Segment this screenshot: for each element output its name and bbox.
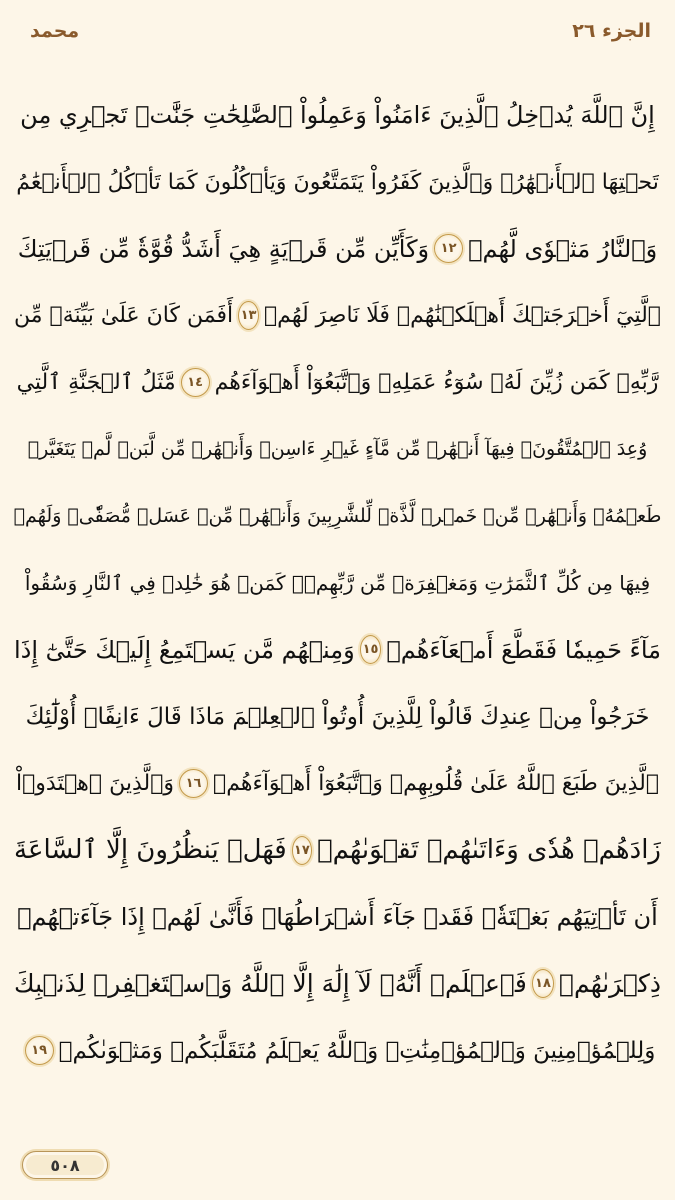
verse-text: فَٱعۡلَمۡ أَنَّهُۥ لَآ إِلَٰهَ إِلَّا ٱللَّهُ وَٱسۡتَغۡفِرۡ لِذَنۢبِكَ: [14, 969, 527, 999]
verse-line: [14, 750, 661, 817]
page-number-frame: [22, 1151, 108, 1179]
verse-text: خَرَجُواْ مِنۡ عِندِكَ قَالُواْ لِلَّذِينَ أُوتُواْ ٱلۡعِلۡمَ مَاذَا قَالَ ءَانِفًاۚ أُوْلَٰٓئِكَ: [25, 703, 650, 730]
verse-line: [14, 149, 661, 216]
verse-line: [14, 616, 661, 683]
verse-text: تَحۡتِهَا ٱلۡأَنۡهَٰرُۖ وَٱلَّذِينَ كَفَرُواْ يَتَمَتَّعُونَ وَيَأۡكُلُونَ كَمَا تَأۡكُلُ ٱلۡأَنۡعَٰمُ: [16, 169, 659, 195]
verse-line: [14, 216, 661, 283]
verse-line: [14, 82, 661, 149]
verse-text: وَكَأَيِّن مِّن قَرۡيَةٍ هِيَ أَشَدُّ قُوَّةٗ مِّن قَرۡيَتِكَ: [17, 234, 430, 263]
verse-text: أَفَمَن كَانَ عَلَىٰ بَيِّنَةٖ مِّن: [14, 303, 234, 329]
ayah-number-marker: ١٤: [181, 368, 210, 397]
verse-text: إِنَّ ٱللَّهَ يُدۡخِلُ ٱلَّذِينَ ءَامَنُواْ وَعَمِلُواْ ٱلصَّٰلِحَٰتِ جَنَّٰتٖ تَجۡرِي مِن: [20, 101, 655, 130]
ayah-number-marker: ١٨: [532, 969, 554, 998]
verse-line: [14, 483, 661, 550]
ayah-number-marker: ١٥: [360, 635, 382, 664]
verse-line: [14, 550, 661, 617]
verse-text: ٱلَّتِيٓ أَخۡرَجَتۡكَ أَهۡلَكۡنَٰهُمۡ فَلَا نَاصِرَ لَهُمۡ: [263, 303, 661, 329]
surah-name: محمد: [30, 20, 80, 42]
verse-line: [14, 349, 661, 416]
verse-line: [14, 817, 661, 884]
verse-line: [14, 683, 661, 750]
verse-text: وَٱلَّذِينَ ٱهۡتَدَوۡاْ: [15, 770, 175, 796]
ayah-number-marker: ١٩: [25, 1036, 54, 1065]
verse-text: وَٱلنَّارُ مَثۡوٗى لَّهُمۡ: [468, 234, 658, 263]
verse-text: فَهَلۡ يَنظُرُونَ إِلَّا ٱلسَّاعَةَ: [14, 835, 287, 866]
verse-text: مَّثَلُ ٱلۡجَنَّةِ ٱلَّتِي: [16, 370, 176, 396]
page-footer: [22, 1150, 108, 1180]
verse-text: ٱلَّذِينَ طَبَعَ ٱللَّهُ عَلَىٰ قُلُوبِهِمۡ وَٱتَّبَعُوٓاْ أَهۡوَآءَهُمۡ: [213, 770, 660, 796]
ayah-number-marker: ١٧: [292, 836, 312, 865]
page-header: [30, 14, 651, 48]
ayah-number-marker: ١٢: [434, 234, 463, 263]
verse-text: وَمِنۡهُم مَّن يَسۡتَمِعُ إِلَيۡكَ حَتَّىٰٓ إِذَا: [14, 635, 355, 664]
verse-text: أَن تَأۡتِيَهُم بَغۡتَةٗۖ فَقَدۡ جَآءَ أَشۡرَاطُهَاۚ فَأَنَّىٰ لَهُمۡ إِذَا جَآءَتۡهُمۡ: [17, 902, 658, 931]
verse-line: [14, 884, 661, 951]
verse-text: وَلِلۡمُؤۡمِنِينَ وَٱلۡمُؤۡمِنَٰتِۗ وَٱللَّهُ يَعۡلَمُ مُتَقَلَّبَكُمۡ وَمَثۡوَىٰكُمۡ: [58, 1037, 656, 1064]
verse-text: طَعۡمُهُۥ وَأَنۡهَٰرٞ مِّنۡ خَمۡرٖ لَّذَّةٖ لِّلشَّٰرِبِينَ وَأَنۡهَٰرٞ مِّنۡ عَسَلٖ مُّصَفّٗىۖ وَلَهُمۡ: [14, 505, 661, 528]
page-number: ٥٠٨: [50, 1155, 80, 1175]
verse-text: رَّبِّهِۦ كَمَن زُيِّنَ لَهُۥ سُوٓءُ عَمَلِهِۦ وَٱتَّبَعُوٓاْ أَهۡوَآءَهُم: [214, 370, 659, 396]
quran-text: [14, 82, 661, 1084]
juz-label: الجزء ٢٦: [572, 20, 651, 42]
verse-line: [14, 416, 661, 483]
verse-text: زَادَهُمۡ هُدٗى وَءَاتَىٰهُمۡ تَقۡوَىٰهُمۡ: [316, 835, 661, 866]
verse-text: ذِكۡرَىٰهُمۡ: [559, 969, 661, 999]
verse-line: [14, 282, 661, 349]
ayah-number-marker: ١٣: [238, 301, 259, 330]
verse-text: مَآءً حَمِيمٗا فَقَطَّعَ أَمۡعَآءَهُمۡ: [386, 635, 661, 664]
verse-text: فِيهَا مِن كُلِّ ٱلثَّمَرَٰتِ وَمَغۡفِرَةٞ مِّن رَّبِّهِمۡۖ كَمَنۡ هُوَ خَٰلِدٞ فِي ٱلنَّارِ وَسُقُواْ: [24, 570, 651, 595]
ayah-number-marker: ١٦: [179, 769, 208, 798]
verse-line: [14, 950, 661, 1017]
verse-text: وُعِدَ ٱلۡمُتَّقُونَۖ فِيهَآ أَنۡهَٰرٞ مِّن مَّآءٍ غَيۡرِ ءَاسِنٖ وَأَنۡهَٰرٞ مِّن لَّبَنٖ لَّمۡ يَتَغَيَّرۡ: [27, 438, 648, 461]
verse-line: [14, 1017, 661, 1084]
